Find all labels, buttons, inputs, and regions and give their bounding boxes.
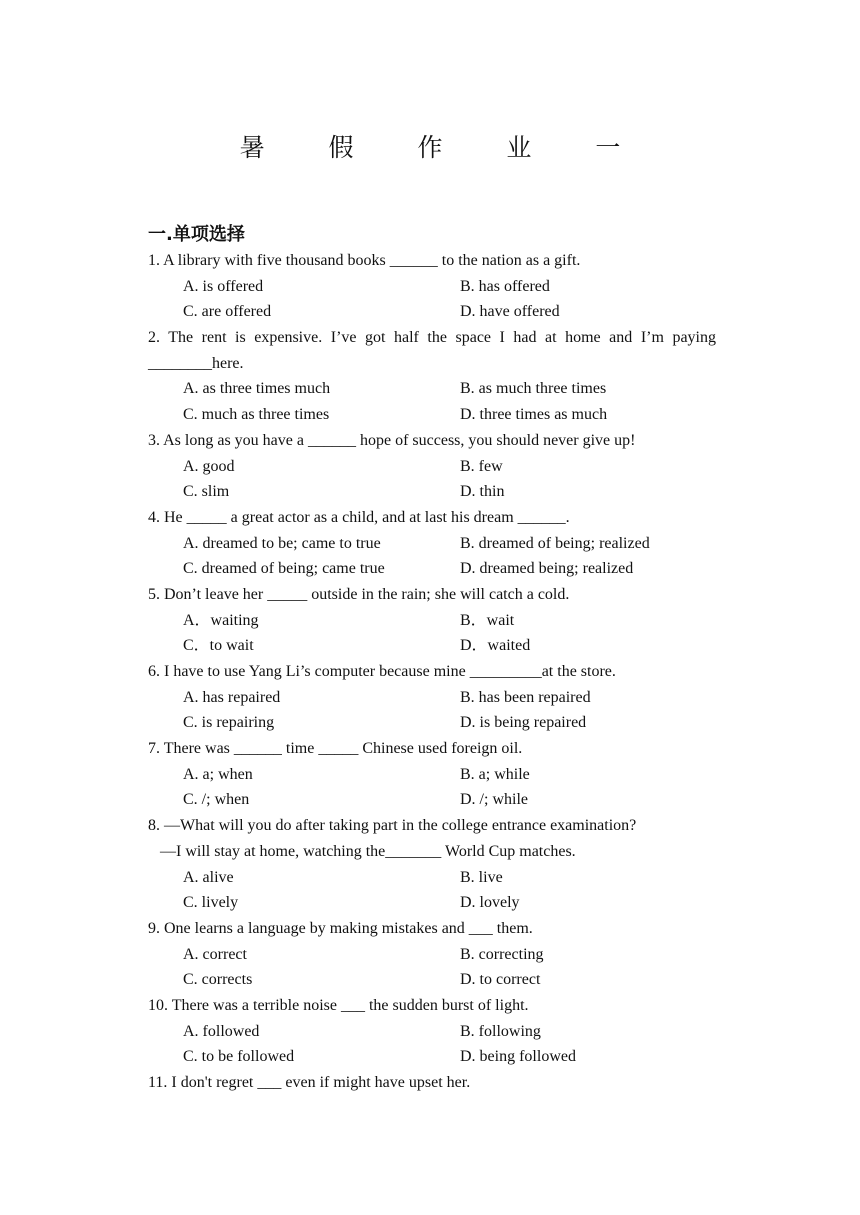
options-row — [148, 967, 716, 993]
options-row — [148, 762, 716, 788]
option-d: D. three times as much — [460, 406, 608, 424]
question-4: 4. He _____ a great actor as a child, and at last his dream ______. — [148, 508, 570, 526]
options-row — [148, 402, 716, 428]
option-c: C. corrects — [183, 971, 253, 989]
options-row — [148, 633, 716, 659]
options-row — [148, 1044, 716, 1070]
option-d: D. to correct — [460, 971, 541, 989]
option-b: B. following — [460, 1022, 541, 1040]
question-5: 5. Don’t leave her _____ outside in the rain; she will catch a cold. — [148, 585, 570, 603]
option-d: D. being followed — [460, 1048, 576, 1066]
option-c: C. dreamed of being; came true — [183, 560, 385, 578]
options-row — [148, 479, 716, 505]
option-a: A. dreamed to be; came to true — [183, 534, 381, 552]
question-11: 11. I don't regret ___ even if might have upset her. — [148, 1074, 471, 1092]
option-a: A. is offered — [183, 277, 264, 295]
section-heading: 一.单项选择 — [148, 224, 245, 245]
option-a: A. good — [183, 457, 235, 475]
option-d: D. dreamed being; realized — [460, 560, 634, 578]
options-row — [148, 556, 716, 582]
options-row — [148, 274, 716, 300]
question-3: 3. As long as you have a ______ hope of success, you should never give up! — [148, 431, 636, 449]
option-c: C. much as three times — [183, 406, 330, 424]
question-1: 1. A library with five thousand books ______ to the nation as a gift. — [148, 252, 581, 269]
option-d: D. is being repaired — [460, 714, 587, 732]
options-row — [148, 865, 716, 891]
option-d: D. have offered — [460, 303, 560, 321]
option-b: B. correcting — [460, 945, 544, 963]
option-b: B. dreamed of being; realized — [460, 534, 650, 552]
option-a: A. alive — [183, 868, 234, 886]
options-row — [148, 608, 716, 634]
option-d: D. lovely — [460, 894, 520, 912]
option-c: C．to wait — [183, 637, 254, 655]
option-b: B. as much three times — [460, 380, 607, 398]
options-row — [148, 890, 716, 916]
option-c: C. lively — [183, 894, 239, 912]
option-d: D．waited — [460, 637, 531, 655]
option-a: A．waiting — [183, 611, 259, 629]
question-7: 7. There was ______ time _____ Chinese used foreign oil. — [148, 740, 523, 758]
option-b: B. a; while — [460, 765, 530, 783]
options-row — [148, 1019, 716, 1045]
page-title: 暑 假 作 业 一 — [239, 133, 649, 162]
option-a: A. followed — [183, 1022, 260, 1040]
option-d: D. /; while — [460, 791, 528, 809]
question-8-reply: —I will stay at home, watching the_______ World Cup matches. — [160, 842, 576, 860]
option-c: C. is repairing — [183, 714, 275, 732]
question-6: 6. I have to use Yang Li’s computer because mine _________at the store. — [148, 663, 616, 681]
question-8: 8. —What will you do after taking part in the college entrance examination? — [148, 817, 637, 835]
options-row — [148, 376, 716, 402]
options-row — [148, 299, 716, 325]
options-row — [148, 685, 716, 711]
option-a: A. has repaired — [183, 688, 281, 706]
option-b: B. few — [460, 457, 503, 475]
options-row — [148, 454, 716, 480]
option-c: C. to be followed — [183, 1048, 295, 1066]
question-10: 10. There was a terrible noise ___ the sudden burst of light. — [148, 996, 529, 1014]
option-b: B. live — [460, 868, 503, 886]
option-b: B. has been repaired — [460, 688, 591, 706]
options-row — [148, 710, 716, 736]
question-2: 2. The rent is expensive. I’ve got half the space I had at home and I’m paying ________here. — [148, 329, 716, 372]
option-a: A. a; when — [183, 765, 253, 783]
option-c: C. are offered — [183, 303, 272, 321]
option-b: B．wait — [460, 611, 515, 629]
option-c: C. /; when — [183, 791, 250, 809]
exercise-content — [148, 222, 716, 1096]
option-c: C. slim — [183, 483, 230, 501]
question-9: 9. One learns a language by making mistakes and ___ them. — [148, 919, 533, 937]
option-a: A. as three times much — [183, 380, 331, 398]
option-b: B. has offered — [460, 277, 550, 295]
option-d: D. thin — [460, 483, 505, 501]
option-a: A. correct — [183, 945, 247, 963]
options-row — [148, 787, 716, 813]
options-row — [148, 942, 716, 968]
options-row — [148, 531, 716, 557]
